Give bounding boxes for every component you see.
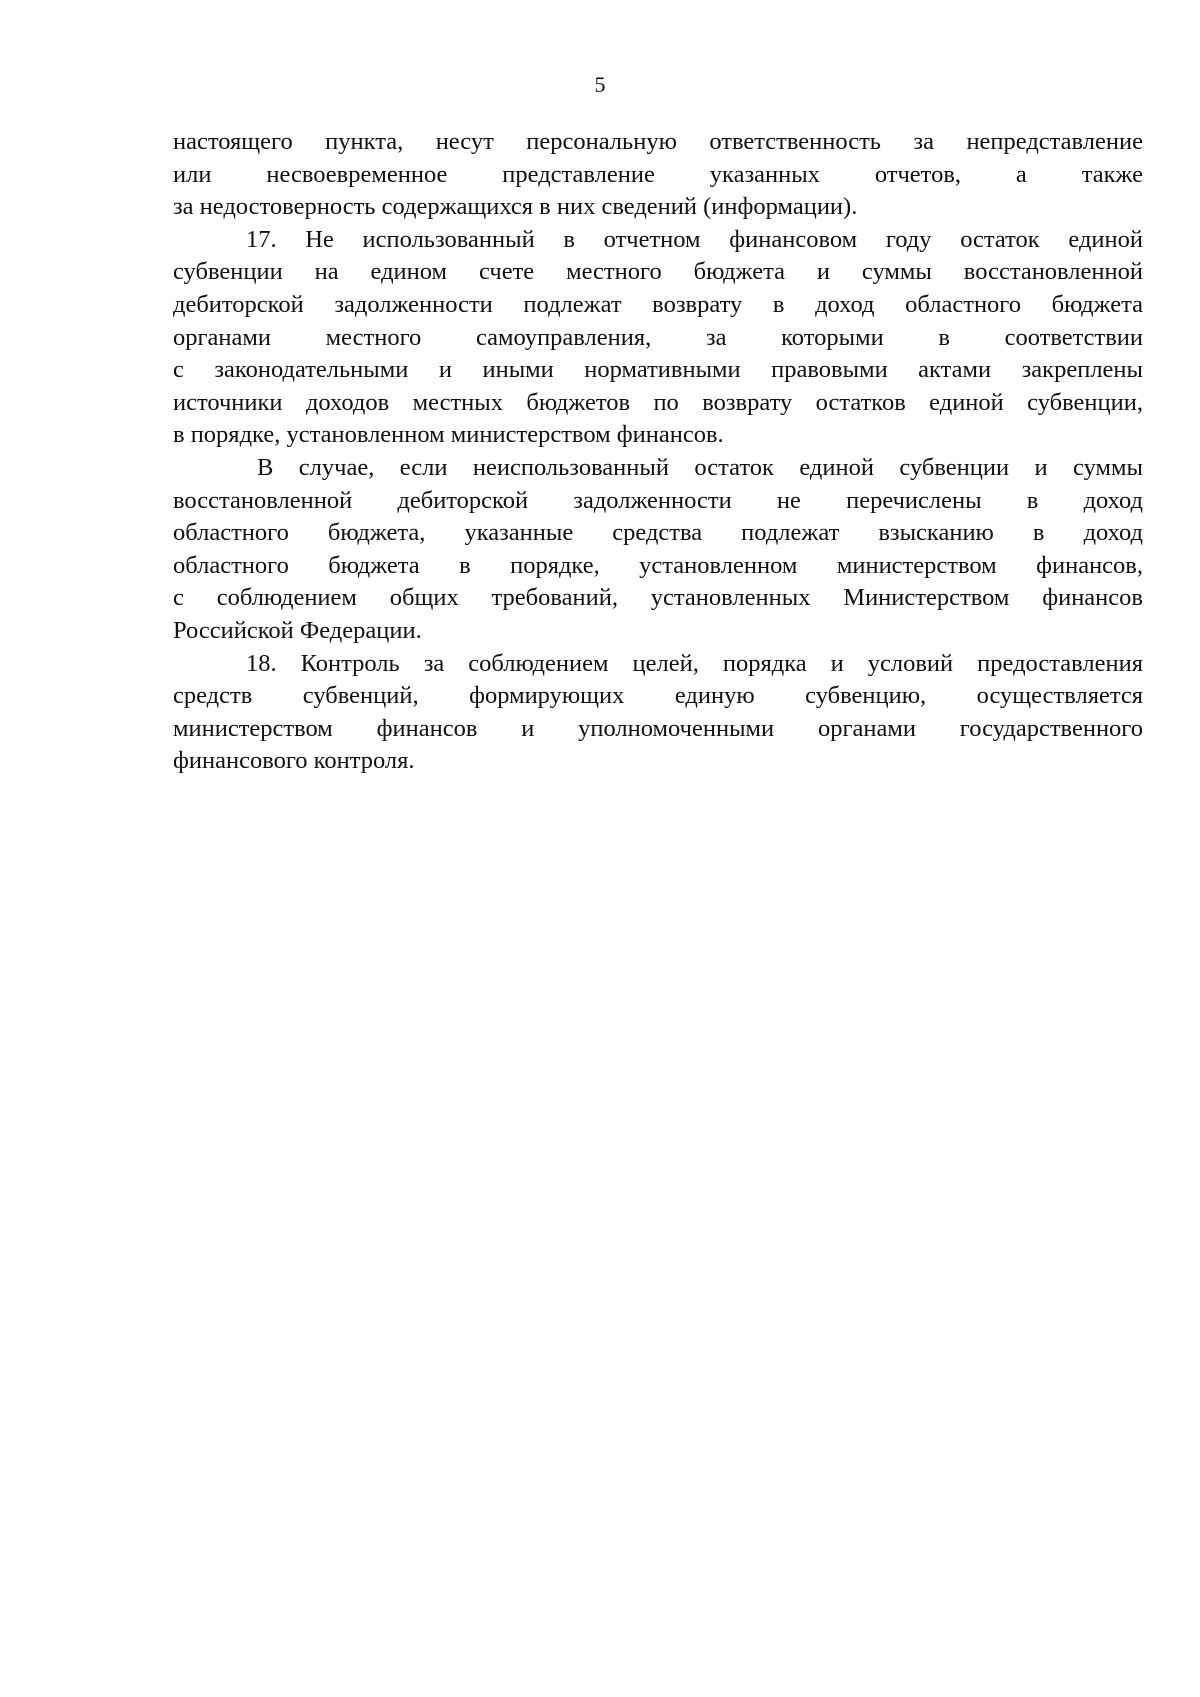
text-line: областного бюджета в порядке, установленном министерством финансов, <box>173 551 1143 579</box>
text-line: министерством финансов и уполномоченными органами государственного <box>173 714 1143 742</box>
text-line: Российской Федерации. <box>173 616 422 644</box>
text-line: настоящего пункта, несут персональную ответственность за непредставление <box>173 128 1143 155</box>
text-line: органами местного самоуправления, за которыми в соответствии <box>173 323 1143 351</box>
text-line: за недостоверность содержащихся в них сведений (информации). <box>173 193 858 221</box>
text-line: источники доходов местных бюджетов по возврату остатков единой субвенции, <box>173 388 1143 416</box>
text-line: с законодательными и иными нормативными правовыми актами закреплены <box>173 356 1143 384</box>
text-line: средств субвенций, формирующих единую субвенцию, осуществляется <box>173 682 1143 710</box>
paragraph-17-first-line: 17. Не использованный в отчетном финансовом году остаток единой <box>246 225 1143 253</box>
text-line: субвенции на едином счете местного бюджета и суммы восстановленной <box>173 258 1143 286</box>
paragraph-18-first-line: 18. Контроль за соблюдением целей, порядка и условий предоставления <box>246 649 1143 677</box>
text-line: финансового контроля. <box>173 747 415 775</box>
paragraph-refund-first-line: В случае, если неиспользованный остаток единой субвенции и суммы <box>257 453 1143 481</box>
text-line: дебиторской задолженности подлежат возврату в доход областного бюджета <box>173 290 1143 318</box>
text-line: с соблюдением общих требований, установленных Министерством финансов <box>173 584 1143 612</box>
document-body <box>173 126 1143 778</box>
page-number: 5 <box>594 72 606 97</box>
text-line: или несвоевременное представление указанных отчетов, а также <box>173 160 1143 188</box>
text-line: областного бюджета, указанные средства подлежат взысканию в доход <box>173 519 1143 547</box>
text-line: в порядке, установленном министерством финансов. <box>173 421 724 449</box>
text-line: восстановленной дебиторской задолженности не перечислены в доход <box>173 486 1143 514</box>
